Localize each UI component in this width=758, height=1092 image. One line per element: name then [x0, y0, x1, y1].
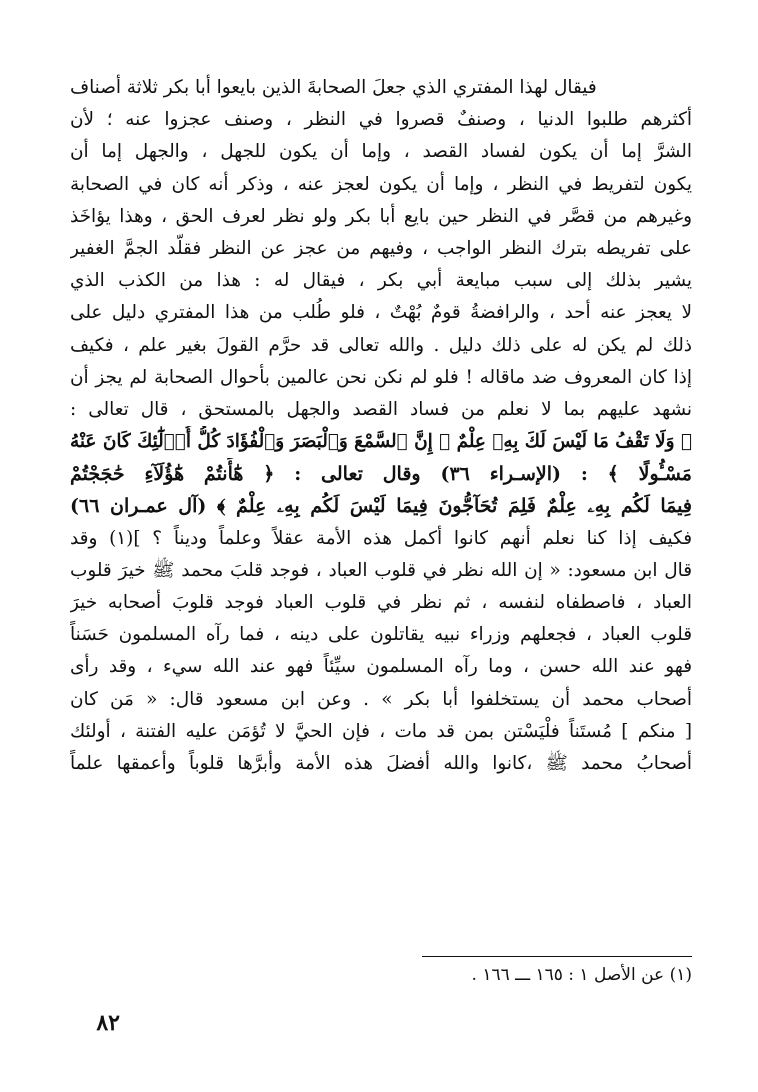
text-line: فهو عند الله حسن ، وما رآه المسلمون سيِّئاً فهو عند الله سيء ، وقد رأى: [70, 656, 692, 678]
text-line: [ منكم ] مُستَناً فلْيَسْتن بمن قد مات ، فإن الحيَّ لا تُؤمَن عليه الفتنة ، أولئك: [70, 720, 692, 742]
text-line: يشير بذلك إلى سبب مبايعة أبي بكر ، فيقال له : هذا من الكذب الذي: [70, 270, 692, 292]
footnote: (١) عن الأصل ١ : ١٦٥ ـــ ١٦٦ .: [471, 965, 692, 985]
text-line: قال ابن مسعود: « إن الله نظر في قلوب العباد ، فوجد قلبَ محمد ﷺ خيرَ قلوب: [70, 559, 692, 581]
main-text: [70, 72, 692, 780]
text-line: لا يعجز عنه أحد ، والرافضةُ قومٌ بُهْتٌ ، فلو طُلب من هذا المفتري دليل على: [70, 302, 692, 324]
text-line: فكيف إذا كنا نعلم أنهم كانوا أكمل هذه الأمة عقلاً وعلماً وديناً ؟ ](١) وقد: [70, 527, 692, 549]
text-line: ذلك لم يكن له على ذلك دليل . والله تعالى قد حرَّم القولَ بغير علم ، فكيف: [70, 334, 692, 356]
quran-verse-line: ﴿ وَلَا تَقْفُ مَا لَيْسَ لَكَ بِهِۦ عِلْمٌ ۚ إِنَّ ٱلسَّمْعَ وَٱلْبَصَرَ وَٱلْفُؤَادَ كُلُّ أُو۟لَٰٓئِكَ كَانَ عَنْهُ: [70, 431, 692, 453]
text-line: الشرَّ إما أن يكون لفساد القصد ، وإما أن يكون للجهل ، والجهل إما أن: [70, 141, 692, 163]
text-line: فيقال لهذا المفتري الذي جعلَ الصحابةَ الذين بايعوا أبا بكر ثلاثة أصناف: [70, 77, 597, 98]
quran-verse-line: مَسْـُٔولًا ﴾ : (الإسـراء ٣٦) وقال تعالى : ﴿ هَٰٓأَنتُمْ هَٰٓؤُلَآءِ حَٰجَجْتُمْ: [70, 463, 692, 486]
text-line: إذا كان المعروف ضد ماقاله ! فلو لم نكن نحن عالمين بأحوال الصحابة لم يجز أن: [70, 366, 692, 388]
text-line: يكون لتفريط في النظر ، وإما أن يكون لعجز عنه ، وذكر أنه كان في الصحابة: [70, 173, 692, 195]
text-line: قلوب العباد ، فجعلهم وزراء نبيه يقاتلون على دينه ، فما رآه المسلمون حَسَناً: [70, 624, 692, 646]
page-number: ٨٢: [96, 1010, 120, 1036]
text-line: نشهد عليهم بما لا نعلم من فساد القصد والجهل بالمستحق ، قال تعالى :: [70, 398, 692, 420]
text-line: العباد ، فاصطفاه لنفسه ، ثم نظر في قلوب العباد فوجد قلوبَ أصحابه خيرَ: [70, 592, 692, 613]
quran-verse-line: فِيمَا لَكُم بِهِۦ عِلْمٌ فَلِمَ تُحَآجُّونَ فِيمَا لَيْسَ لَكُم بِهِۦ عِلْمٌ ﴾ (آل عمـران ٦٦): [70, 495, 692, 518]
footnote-divider: [422, 956, 692, 957]
text-line: أصحاب محمد أن يستخلفوا أبا بكر » . وعن ابن مسعود قال: « مَن كان: [70, 688, 692, 710]
text-line: وغيرهم من قصَّر في النظر حين بايع أبا بكر ولو نظر لعرف الحق ، وهذا يؤاخَذ: [70, 205, 692, 227]
text-line: أكثرهم طلبوا الدنيا ، وصنفٌ قصروا في النظر ، وصنف عجزوا عنه ؛ لأن: [70, 109, 692, 131]
text-line: على تفريطه بترك النظر الواجب ، وفيهم من عجز عن النظر فقلّد الجمَّ الغفير: [70, 237, 692, 259]
text-line: أصحابُ محمد ﷺ ،كانوا والله أفضلَ هذه الأمة وأبرَّها قلوباً وأعمقها علماً: [70, 752, 692, 774]
